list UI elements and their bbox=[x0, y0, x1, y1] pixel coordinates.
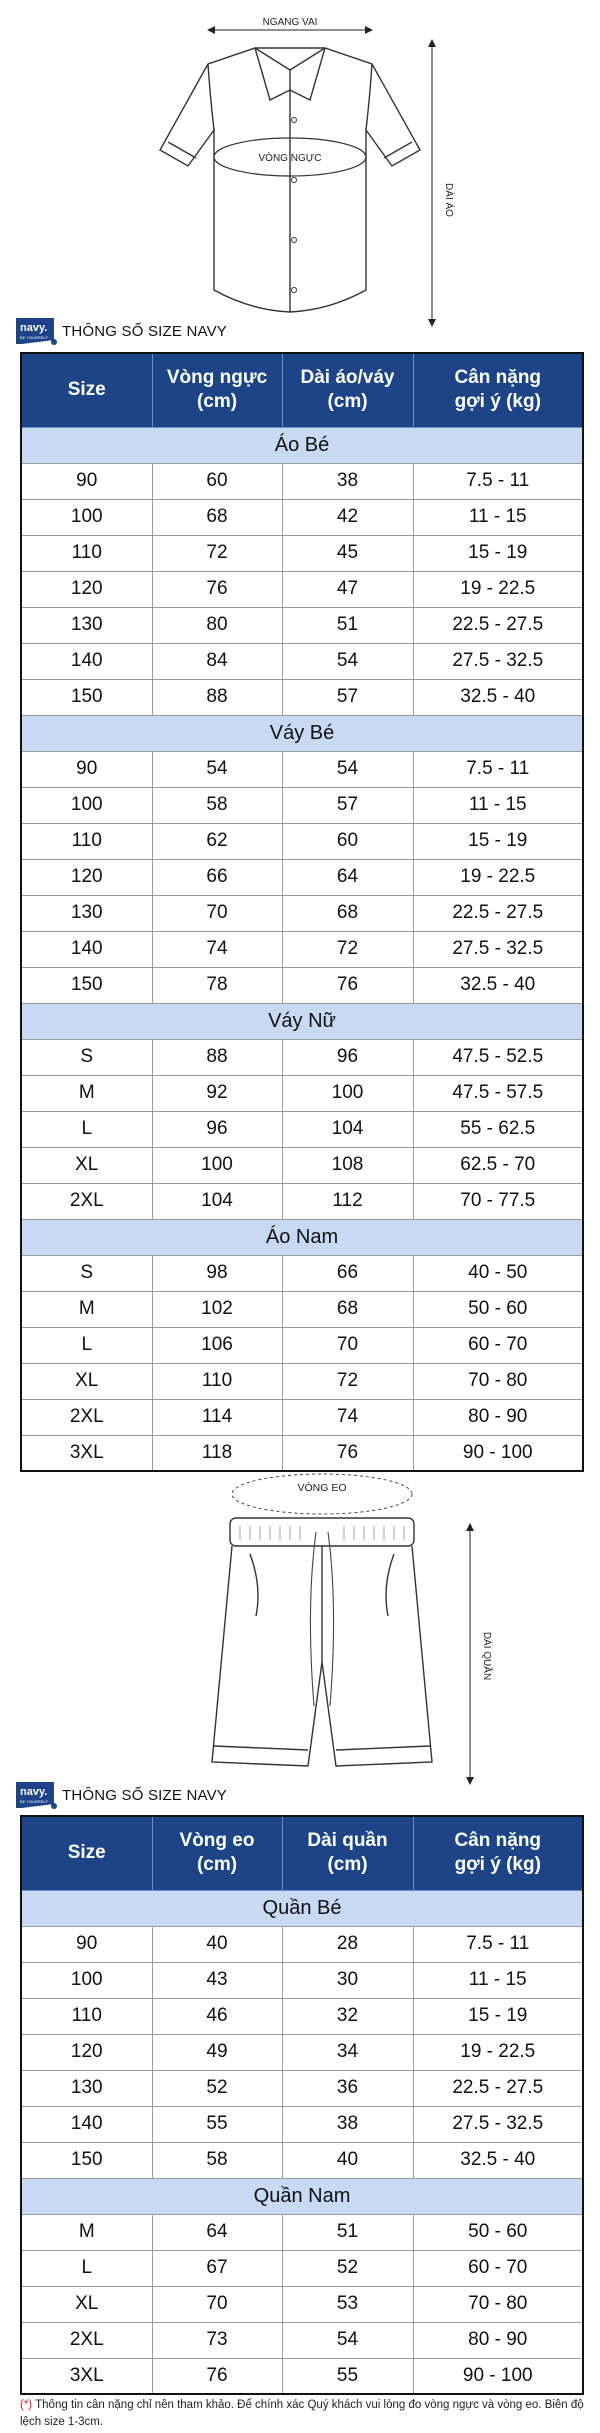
table-cell: 36 bbox=[282, 2070, 413, 2106]
table-cell: 22.5 - 27.5 bbox=[413, 2070, 583, 2106]
table-cell: 78 bbox=[152, 967, 282, 1003]
table-cell: 100 bbox=[282, 1075, 413, 1111]
table-cell: 55 bbox=[282, 2358, 413, 2394]
table-cell: 34 bbox=[282, 2034, 413, 2070]
svg-text:BE YOURSELF: BE YOURSELF bbox=[20, 1799, 48, 1804]
table-row bbox=[21, 1998, 583, 2034]
table-row bbox=[21, 1926, 583, 1962]
table-cell: 11 - 15 bbox=[413, 1962, 583, 1998]
table-cell: 62.5 - 70 bbox=[413, 1147, 583, 1183]
table-cell: 58 bbox=[152, 2142, 282, 2178]
table-cell: XL bbox=[21, 1363, 152, 1399]
navy-logo-icon bbox=[14, 316, 58, 346]
table-cell: 54 bbox=[282, 643, 413, 679]
svg-text:navy.: navy. bbox=[20, 1786, 48, 1798]
table-cell: 2XL bbox=[21, 1183, 152, 1219]
table-cell: 140 bbox=[21, 2106, 152, 2142]
table-cell: 106 bbox=[152, 1327, 282, 1363]
table-row bbox=[21, 1962, 583, 1998]
section-row bbox=[21, 1890, 583, 1926]
table-cell: 66 bbox=[282, 1255, 413, 1291]
table-row bbox=[21, 2322, 583, 2358]
svg-text:navy.: navy. bbox=[20, 322, 48, 334]
table-cell: 84 bbox=[152, 643, 282, 679]
table-cell: 55 bbox=[152, 2106, 282, 2142]
table-cell: 51 bbox=[282, 2214, 413, 2250]
table-cell: 19 - 22.5 bbox=[413, 2034, 583, 2070]
column-header: Size bbox=[21, 353, 152, 427]
table-cell: 98 bbox=[152, 1255, 282, 1291]
table-cell: 22.5 - 27.5 bbox=[413, 895, 583, 931]
table-cell: 57 bbox=[282, 679, 413, 715]
table-cell: 54 bbox=[282, 2322, 413, 2358]
table-cell: 110 bbox=[21, 1998, 152, 2034]
table-cell: 3XL bbox=[21, 1435, 152, 1471]
table-cell: 150 bbox=[21, 967, 152, 1003]
table-cell: XL bbox=[21, 2286, 152, 2322]
table-cell: M bbox=[21, 1075, 152, 1111]
table-cell: 102 bbox=[152, 1291, 282, 1327]
table-cell: 64 bbox=[282, 859, 413, 895]
pants-size-table bbox=[20, 1815, 584, 2395]
table-cell: 76 bbox=[282, 967, 413, 1003]
table-cell: 60 bbox=[282, 823, 413, 859]
table-cell: 51 bbox=[282, 607, 413, 643]
column-header: Vòng ngực (cm) bbox=[152, 353, 282, 427]
table-cell: 90 bbox=[21, 1926, 152, 1962]
table-cell: 38 bbox=[282, 2106, 413, 2142]
table-row bbox=[21, 1183, 583, 1219]
table-cell: 130 bbox=[21, 895, 152, 931]
table-row bbox=[21, 2070, 583, 2106]
table-cell: 73 bbox=[152, 2322, 282, 2358]
table-row bbox=[21, 1291, 583, 1327]
header-row bbox=[21, 353, 583, 427]
table-row bbox=[21, 2214, 583, 2250]
table-cell: 50 - 60 bbox=[413, 1291, 583, 1327]
footnote-marker: (*) bbox=[20, 2399, 33, 2411]
column-header: Size bbox=[21, 1816, 152, 1890]
table-cell: 3XL bbox=[21, 2358, 152, 2394]
table-cell: 28 bbox=[282, 1926, 413, 1962]
shirt-length-label: DÀI ÁO bbox=[443, 183, 454, 217]
table-cell: 90 - 100 bbox=[413, 2358, 583, 2394]
column-header: Cân nặng gợi ý (kg) bbox=[413, 1816, 583, 1890]
table-row bbox=[21, 751, 583, 787]
column-header: Dài quần (cm) bbox=[282, 1816, 413, 1890]
table-cell: 60 - 70 bbox=[413, 2250, 583, 2286]
table-cell: M bbox=[21, 1291, 152, 1327]
table-cell: 42 bbox=[282, 499, 413, 535]
table-cell: 27.5 - 32.5 bbox=[413, 2106, 583, 2142]
table-cell: 130 bbox=[21, 607, 152, 643]
waist-label: VÒNG EO bbox=[297, 1482, 347, 1494]
table-cell: 27.5 - 32.5 bbox=[413, 643, 583, 679]
table-row bbox=[21, 1255, 583, 1291]
table-cell: 104 bbox=[152, 1183, 282, 1219]
table-cell: 96 bbox=[152, 1111, 282, 1147]
table-row bbox=[21, 1399, 583, 1435]
table-cell: 72 bbox=[282, 1363, 413, 1399]
table-cell: 60 bbox=[152, 463, 282, 499]
table-cell: 54 bbox=[282, 751, 413, 787]
brand-header bbox=[14, 314, 227, 348]
table-cell: 32 bbox=[282, 1998, 413, 2034]
table-row bbox=[21, 2142, 583, 2178]
section-title: Quần Nam bbox=[21, 2178, 583, 2214]
table-cell: 80 - 90 bbox=[413, 2322, 583, 2358]
table-cell: 52 bbox=[152, 2070, 282, 2106]
table-row bbox=[21, 535, 583, 571]
table-cell: 110 bbox=[21, 823, 152, 859]
table-cell: 43 bbox=[152, 1962, 282, 1998]
table-cell: XL bbox=[21, 1147, 152, 1183]
table-cell: 80 - 90 bbox=[413, 1399, 583, 1435]
footnote-text: Thông tin cân nặng chỉ nên tham khảo. Để chính xác Quý khách vui lòng đo vòng ngực và vòng eo. Biên độ lệch size 1-3cm. bbox=[20, 2399, 584, 2428]
table-cell: 74 bbox=[282, 1399, 413, 1435]
section-row bbox=[21, 715, 583, 751]
column-header: Cân nặng gợi ý (kg) bbox=[413, 353, 583, 427]
section-title: Váy Bé bbox=[21, 715, 583, 751]
table-row bbox=[21, 1327, 583, 1363]
table-cell: L bbox=[21, 1327, 152, 1363]
table-cell: 38 bbox=[282, 463, 413, 499]
section-row bbox=[21, 427, 583, 463]
table-cell: 40 - 50 bbox=[413, 1255, 583, 1291]
table-cell: 74 bbox=[152, 931, 282, 967]
table-cell: 88 bbox=[152, 1039, 282, 1075]
table-cell: 140 bbox=[21, 931, 152, 967]
section-row bbox=[21, 2178, 583, 2214]
table-cell: 112 bbox=[282, 1183, 413, 1219]
table-cell: 19 - 22.5 bbox=[413, 571, 583, 607]
table-cell: 114 bbox=[152, 1399, 282, 1435]
table-row bbox=[21, 1147, 583, 1183]
table-cell: 90 bbox=[21, 463, 152, 499]
table-cell: 49 bbox=[152, 2034, 282, 2070]
table-cell: 100 bbox=[21, 1962, 152, 1998]
table-cell: 68 bbox=[152, 499, 282, 535]
table-cell: 150 bbox=[21, 2142, 152, 2178]
table-row bbox=[21, 787, 583, 823]
table-cell: 72 bbox=[152, 535, 282, 571]
table-cell: 100 bbox=[152, 1147, 282, 1183]
table-cell: 58 bbox=[152, 787, 282, 823]
table-cell: 100 bbox=[21, 787, 152, 823]
table-cell: 68 bbox=[282, 895, 413, 931]
table-cell: 60 - 70 bbox=[413, 1327, 583, 1363]
table-cell: 120 bbox=[21, 859, 152, 895]
table-cell: 15 - 19 bbox=[413, 1998, 583, 2034]
table-cell: 80 bbox=[152, 607, 282, 643]
table-cell: 70 bbox=[152, 895, 282, 931]
table-row bbox=[21, 571, 583, 607]
table-row bbox=[21, 607, 583, 643]
header-row bbox=[21, 1816, 583, 1890]
table-cell: 67 bbox=[152, 2250, 282, 2286]
table-row bbox=[21, 1363, 583, 1399]
table-cell: 54 bbox=[152, 751, 282, 787]
table-cell: 55 - 62.5 bbox=[413, 1111, 583, 1147]
table-cell: 45 bbox=[282, 535, 413, 571]
table-cell: 32.5 - 40 bbox=[413, 967, 583, 1003]
section-title: Áo Bé bbox=[21, 427, 583, 463]
table-cell: 47.5 - 57.5 bbox=[413, 1075, 583, 1111]
table-row bbox=[21, 823, 583, 859]
table-row bbox=[21, 1075, 583, 1111]
table-cell: 32.5 - 40 bbox=[413, 2142, 583, 2178]
table-cell: 57 bbox=[282, 787, 413, 823]
table-cell: 100 bbox=[21, 499, 152, 535]
section-title: Váy Nữ bbox=[21, 1003, 583, 1039]
brand-title: THÔNG SỐ SIZE NAVY bbox=[62, 322, 228, 340]
shirt-measurement-diagram bbox=[0, 0, 600, 330]
table-cell: 108 bbox=[282, 1147, 413, 1183]
table-cell: L bbox=[21, 1111, 152, 1147]
table-cell: 19 - 22.5 bbox=[413, 859, 583, 895]
table-cell: 110 bbox=[21, 535, 152, 571]
table-cell: M bbox=[21, 2214, 152, 2250]
table-cell: 70 bbox=[282, 1327, 413, 1363]
table-cell: 120 bbox=[21, 2034, 152, 2070]
table-cell: 40 bbox=[152, 1926, 282, 1962]
table-row bbox=[21, 2358, 583, 2394]
table-cell: 7.5 - 11 bbox=[413, 463, 583, 499]
table-cell: 70 - 80 bbox=[413, 2286, 583, 2322]
table-cell: 76 bbox=[152, 2358, 282, 2394]
table-cell: 11 - 15 bbox=[413, 499, 583, 535]
table-cell: 40 bbox=[282, 2142, 413, 2178]
table-cell: 140 bbox=[21, 643, 152, 679]
table-cell: S bbox=[21, 1255, 152, 1291]
table-cell: 47 bbox=[282, 571, 413, 607]
table-row bbox=[21, 895, 583, 931]
table-cell: 50 - 60 bbox=[413, 2214, 583, 2250]
table-row bbox=[21, 499, 583, 535]
table-cell: 47.5 - 52.5 bbox=[413, 1039, 583, 1075]
column-header: Vòng eo (cm) bbox=[152, 1816, 282, 1890]
table-row bbox=[21, 1111, 583, 1147]
table-cell: 92 bbox=[152, 1075, 282, 1111]
table-cell: 52 bbox=[282, 2250, 413, 2286]
table-cell: 2XL bbox=[21, 2322, 152, 2358]
table-cell: 68 bbox=[282, 1291, 413, 1327]
section-title: Quần Bé bbox=[21, 1890, 583, 1926]
table-cell: 76 bbox=[152, 571, 282, 607]
table-cell: S bbox=[21, 1039, 152, 1075]
navy-logo-icon bbox=[14, 1780, 58, 1810]
table-cell: 90 - 100 bbox=[413, 1435, 583, 1471]
column-header: Dài áo/váy (cm) bbox=[282, 353, 413, 427]
table-cell: 130 bbox=[21, 2070, 152, 2106]
svg-text:BE YOURSELF: BE YOURSELF bbox=[20, 335, 48, 340]
table-row bbox=[21, 967, 583, 1003]
table-cell: 15 - 19 bbox=[413, 823, 583, 859]
table-cell: 46 bbox=[152, 1998, 282, 2034]
table-cell: 7.5 - 11 bbox=[413, 1926, 583, 1962]
table-row bbox=[21, 2034, 583, 2070]
table-cell: 70 bbox=[152, 2286, 282, 2322]
section-row bbox=[21, 1003, 583, 1039]
table-cell: 90 bbox=[21, 751, 152, 787]
table-row bbox=[21, 643, 583, 679]
table-cell: 11 - 15 bbox=[413, 787, 583, 823]
brand-title: THÔNG SỐ SIZE NAVY bbox=[62, 1786, 228, 1804]
table-cell: 2XL bbox=[21, 1399, 152, 1435]
table-row bbox=[21, 463, 583, 499]
table-cell: 70 - 80 bbox=[413, 1363, 583, 1399]
table-row bbox=[21, 679, 583, 715]
top-size-table bbox=[20, 352, 584, 1472]
table-cell: 96 bbox=[282, 1039, 413, 1075]
table-cell: 27.5 - 32.5 bbox=[413, 931, 583, 967]
table-row bbox=[21, 2286, 583, 2322]
table-row bbox=[21, 931, 583, 967]
table-cell: 7.5 - 11 bbox=[413, 751, 583, 787]
table-cell: 88 bbox=[152, 679, 282, 715]
table-cell: 66 bbox=[152, 859, 282, 895]
shoulder-width-label: NGANG VAI bbox=[262, 17, 318, 28]
table-cell: 104 bbox=[282, 1111, 413, 1147]
chest-label: VÒNG NGỰC bbox=[258, 153, 322, 164]
table-cell: 110 bbox=[152, 1363, 282, 1399]
table-cell: 118 bbox=[152, 1435, 282, 1471]
table-cell: L bbox=[21, 2250, 152, 2286]
table-cell: 64 bbox=[152, 2214, 282, 2250]
table-cell: 15 - 19 bbox=[413, 535, 583, 571]
table-cell: 120 bbox=[21, 571, 152, 607]
brand-header-2 bbox=[14, 1778, 227, 1812]
table-cell: 76 bbox=[282, 1435, 413, 1471]
table-row bbox=[21, 2250, 583, 2286]
table-cell: 150 bbox=[21, 679, 152, 715]
table-cell: 30 bbox=[282, 1962, 413, 1998]
table-row bbox=[21, 2106, 583, 2142]
table-cell: 22.5 - 27.5 bbox=[413, 607, 583, 643]
footnote bbox=[20, 2397, 586, 2431]
table-row bbox=[21, 1039, 583, 1075]
table-cell: 62 bbox=[152, 823, 282, 859]
table-row bbox=[21, 859, 583, 895]
section-row bbox=[21, 1219, 583, 1255]
table-cell: 70 - 77.5 bbox=[413, 1183, 583, 1219]
table-cell: 32.5 - 40 bbox=[413, 679, 583, 715]
table-cell: 72 bbox=[282, 931, 413, 967]
table-cell: 53 bbox=[282, 2286, 413, 2322]
section-title: Áo Nam bbox=[21, 1219, 583, 1255]
pants-length-label: DÀI QUẦN bbox=[481, 1631, 492, 1681]
shorts-measurement-diagram bbox=[0, 1466, 600, 1786]
